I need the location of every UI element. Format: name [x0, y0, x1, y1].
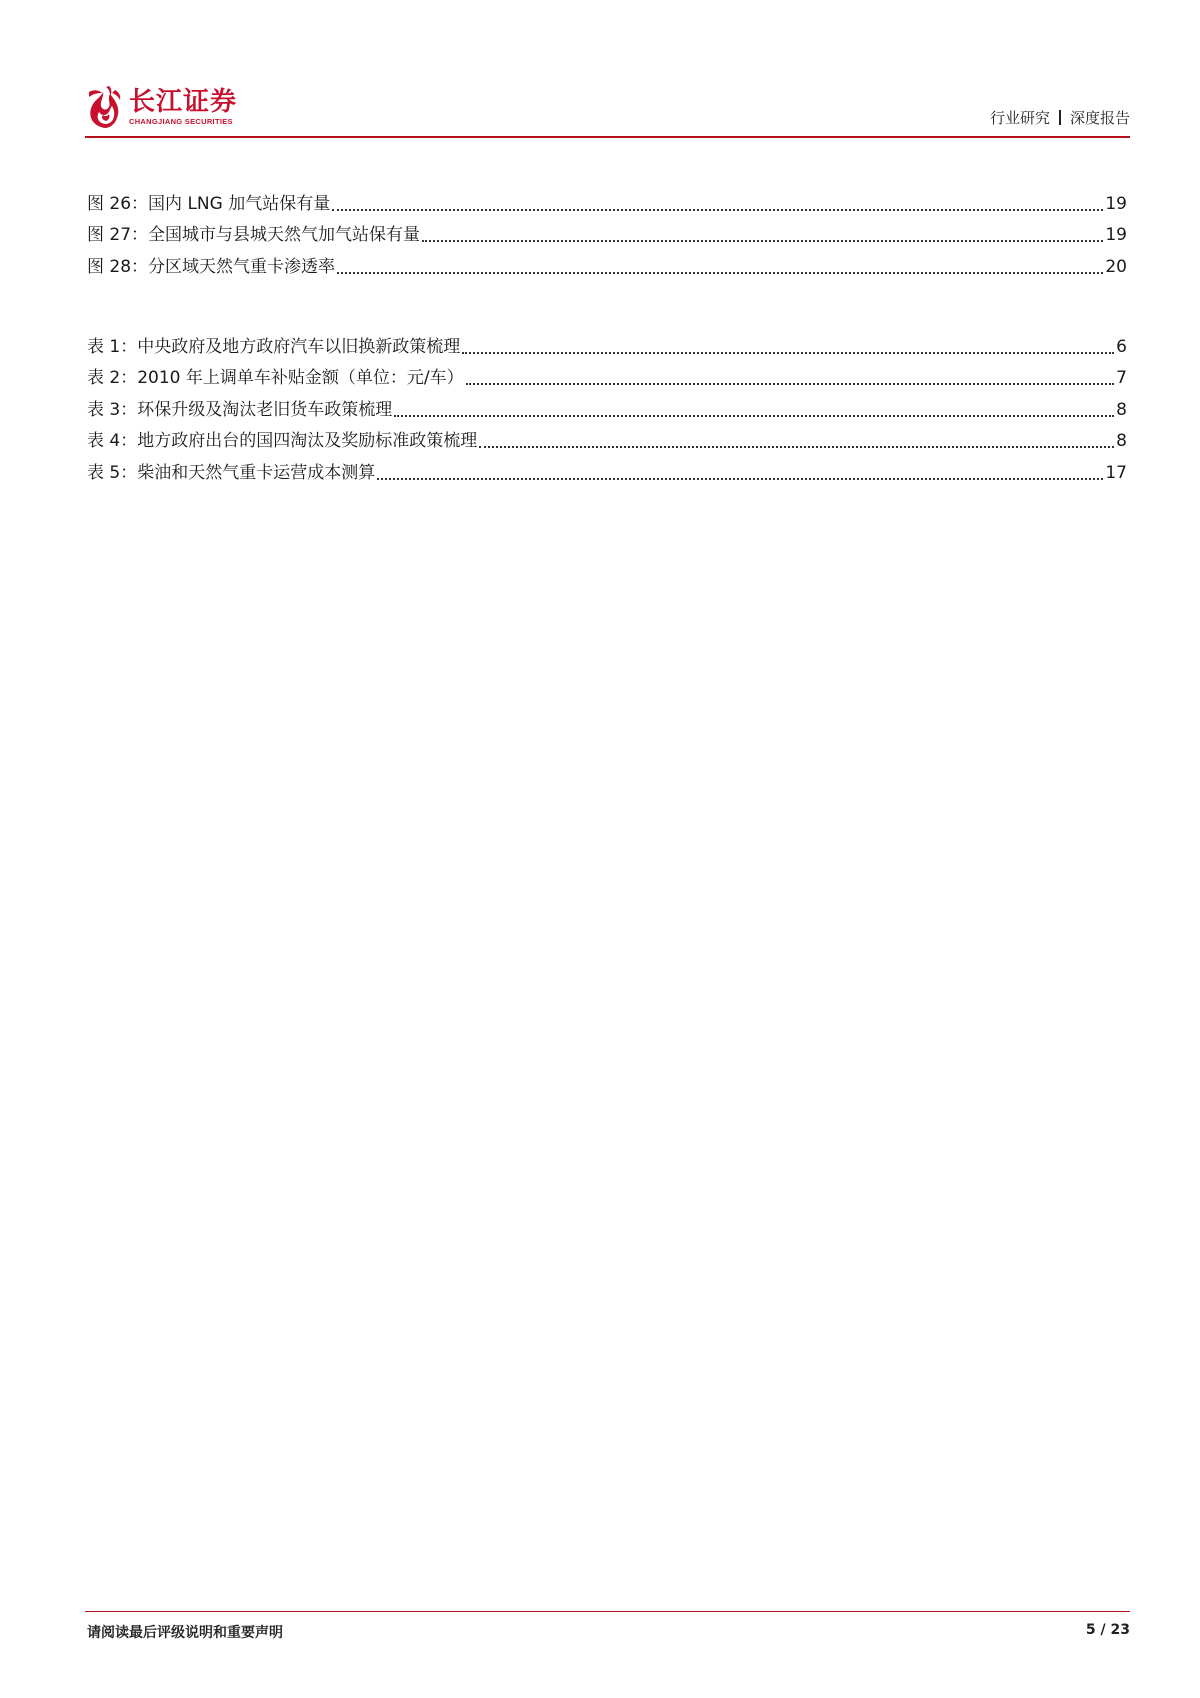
toc-entry-table-2[interactable]: [87, 363, 1127, 395]
toc-dot-leader: [332, 209, 1103, 211]
toc-dot-leader: [466, 383, 1115, 385]
report-category: [990, 107, 1130, 128]
toc-entry-label: 图 27：全国城市与县城天然气加气站保有量: [87, 225, 421, 246]
toc-dot-leader: [422, 240, 1103, 242]
toc-entry-page: 8: [1116, 399, 1127, 420]
report-category-secondary: 深度报告: [1069, 109, 1130, 127]
toc-entry-label: 表 1：中央政府及地方政府汽车以旧换新政策梳理: [87, 336, 461, 357]
brand-logo: [85, 80, 237, 136]
toc-entry-page: 19: [1105, 225, 1127, 246]
toc-entry-label: 图 28：分区域天然气重卡渗透率: [87, 256, 336, 277]
toc-entry-label: 表 2：2010 年上调单车补贴金额（单位：元/车）: [87, 368, 464, 389]
toc-entry-label: 图 26：国内 LNG 加气站保有量: [87, 193, 331, 214]
figures-toc: [87, 188, 1127, 283]
brand-name-en: CHANGJIANG SECURITIES: [129, 117, 233, 126]
toc-dot-leader: [337, 272, 1103, 274]
page-number: 5 / 23: [1085, 1622, 1130, 1638]
footer-divider: [85, 1611, 1130, 1612]
toc-entry-page: 17: [1105, 462, 1127, 483]
toc-entry-label: 表 4：地方政府出台的国四淘汰及奖励标准政策梳理: [87, 431, 478, 452]
toc-entry-page: 8: [1116, 431, 1127, 452]
toc-entry-label: 表 5：柴油和天然气重卡运营成本测算: [87, 462, 376, 483]
footer-disclaimer: 请阅读最后评级说明和重要声明: [87, 1625, 283, 1641]
toc-dot-leader: [462, 352, 1114, 354]
header-separator: [1059, 110, 1061, 125]
tables-toc: [87, 331, 1127, 489]
toc-entry-page: 19: [1105, 193, 1127, 214]
toc-entry-figure-28[interactable]: [87, 251, 1127, 283]
toc-entry-page: 20: [1105, 256, 1127, 277]
brand-emblem-icon: [85, 84, 125, 130]
report-category-primary: 行业研究: [989, 109, 1050, 127]
toc-dot-leader: [394, 415, 1114, 417]
page-header: [85, 80, 1130, 136]
toc-entry-table-5[interactable]: [87, 457, 1127, 489]
brand-wordmark: [129, 80, 237, 126]
toc-entry-table-4[interactable]: [87, 426, 1127, 458]
toc-entry-figure-26[interactable]: [87, 188, 1127, 220]
toc-entry-table-1[interactable]: [87, 331, 1127, 363]
toc-dot-leader: [479, 446, 1114, 448]
toc-entry-table-3[interactable]: [87, 394, 1127, 426]
toc-entry-page: 7: [1116, 368, 1127, 389]
toc-entry-label: 表 3：环保升级及淘汰老旧货车政策梳理: [87, 399, 393, 420]
toc-dot-leader: [377, 478, 1103, 480]
brand-name-cn: 长江证券: [129, 87, 238, 117]
toc-entry-figure-27[interactable]: [87, 220, 1127, 252]
header-divider: [85, 136, 1130, 138]
toc-entry-page: 6: [1116, 336, 1127, 357]
